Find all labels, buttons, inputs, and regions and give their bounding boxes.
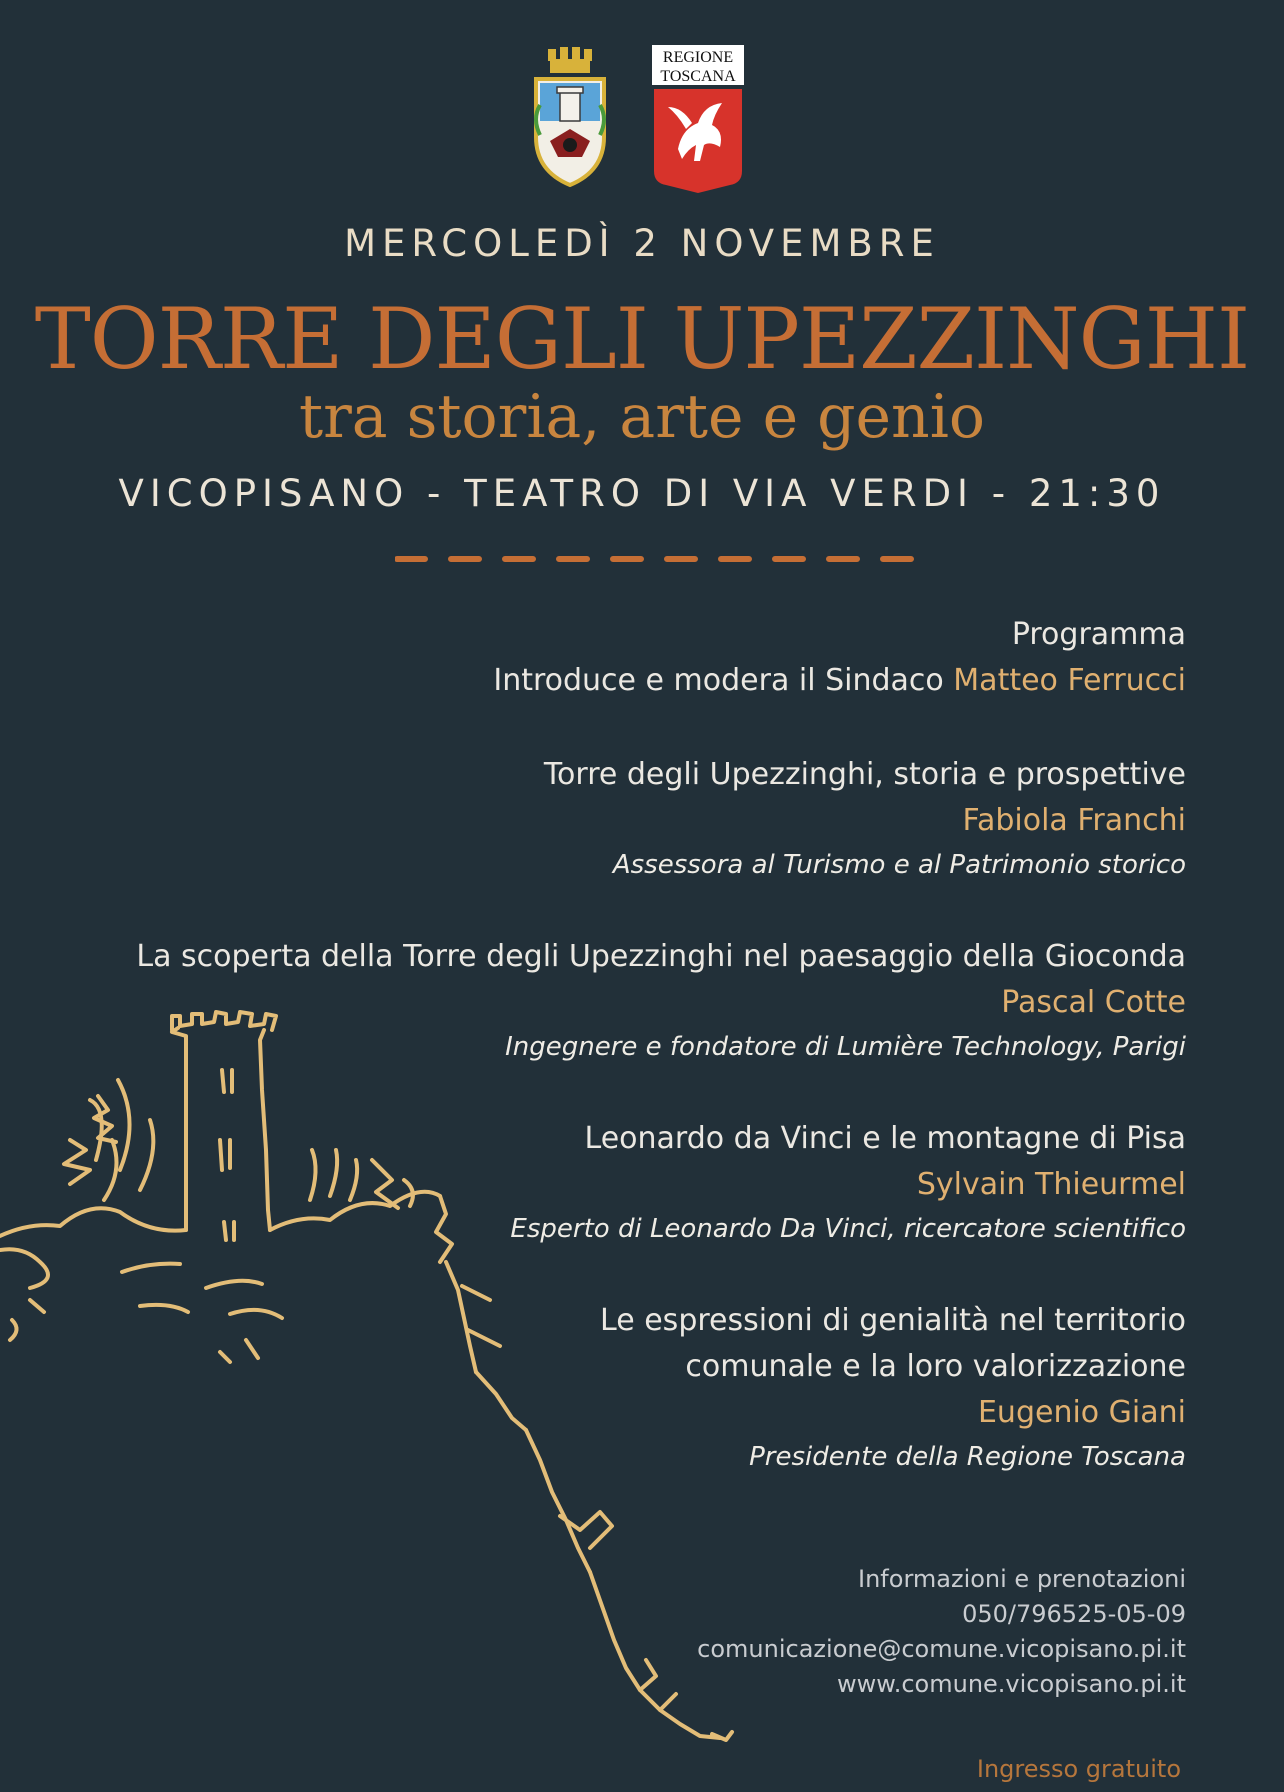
- program: [136, 612, 1186, 1478]
- event-title: TORRE DEGLI UPEZZINGHI: [34, 290, 1250, 388]
- talk-role: Ingegnere e fondatore di Lumière Technology, Parigi: [505, 1032, 1186, 1062]
- info-website: www.comune.vicopisano.pi.it: [837, 1670, 1186, 1698]
- svg-text:TOSCANA: TOSCANA: [660, 68, 736, 85]
- talk-item: [136, 1298, 1186, 1478]
- intro-name: Matteo Ferrucci: [953, 663, 1186, 698]
- talk-role: Esperto di Leonardo Da Vinci, ricercatore scientifico: [510, 1214, 1186, 1244]
- event-date: MERCOLEDÌ 2 NOVEMBRE: [344, 222, 940, 265]
- talk-title: Leonardo da Vinci e le montagne di Pisa: [584, 1121, 1186, 1156]
- talk-speaker: Sylvain Thieurmel: [916, 1167, 1186, 1202]
- info-block: [697, 1562, 1186, 1702]
- event-location: VICOPISANO - TEATRO DI VIA VERDI - 21:30: [118, 472, 1166, 515]
- talk-title-line2: comunale e la loro valorizzazione: [685, 1349, 1186, 1384]
- talk-speaker: Eugenio Giani: [977, 1395, 1186, 1430]
- program-heading: Programma: [1011, 617, 1186, 652]
- talk-item: [136, 934, 1186, 1068]
- talk-speaker: Fabiola Franchi: [962, 803, 1186, 838]
- talk-item: [136, 752, 1186, 886]
- intro-text: Introduce e modera il Sindaco: [493, 663, 944, 698]
- info-email: comunicazione@comune.vicopisano.pi.it: [697, 1635, 1186, 1663]
- regione-toscana-logo: [652, 45, 744, 193]
- info-heading: Informazioni e prenotazioni: [858, 1565, 1186, 1593]
- talk-title: La scoperta della Torre degli Upezzinghi nel paesaggio della Gioconda: [136, 939, 1186, 974]
- logos: [0, 45, 1284, 195]
- talk-title-line1: Le espressioni di genialità nel territorio: [600, 1303, 1186, 1338]
- entry-note: Ingresso gratuito: [976, 1755, 1181, 1783]
- event-subtitle: tra storia, arte e genio: [298, 382, 986, 452]
- talk-item: [136, 1116, 1186, 1250]
- program-intro: [136, 658, 1186, 704]
- info-phone: 050/796525-05-09: [962, 1600, 1186, 1628]
- talk-title: Torre degli Upezzinghi, storia e prospettive: [543, 757, 1186, 792]
- talk-speaker: Pascal Cotte: [1001, 985, 1186, 1020]
- municipal-crest-icon: [528, 45, 612, 193]
- talk-role: Presidente della Regione Toscana: [749, 1442, 1186, 1472]
- svg-text:REGIONE: REGIONE: [662, 49, 734, 66]
- talk-role: Assessora al Turismo e al Patrimonio storico: [612, 850, 1186, 880]
- dashed-divider: [395, 552, 915, 566]
